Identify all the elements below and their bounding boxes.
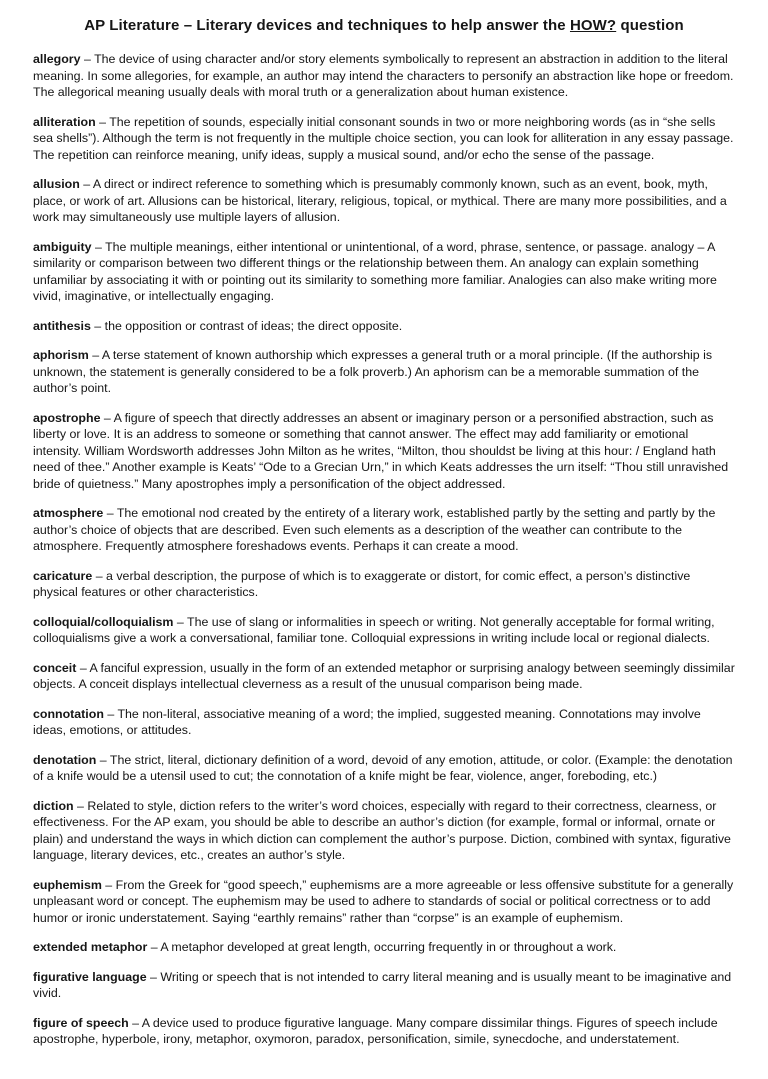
definition-entry (33, 114, 735, 164)
definition-entry (33, 752, 735, 785)
definition-entry (33, 239, 735, 305)
definition-text: Writing or speech that is not intended to carry literal meaning and is usually meant to be imaginative and vivid. (33, 969, 732, 1000)
term-label: atmosphere (33, 506, 104, 520)
term-label: connotation (33, 706, 104, 721)
definitions-list (33, 51, 735, 1048)
definition-entry (33, 798, 735, 864)
term-separator: – (173, 614, 188, 629)
term-separator: – (100, 410, 114, 425)
term-separator: – (79, 177, 93, 191)
definition-entry (33, 347, 735, 397)
term-separator: – (80, 52, 95, 66)
page-title (33, 17, 735, 34)
term-separator: – (96, 752, 110, 767)
term-separator: – (76, 660, 90, 675)
definition-text: The strict, literal, dictionary definition of a word, devoid of any emotion, attitude, or color. (Example: the denotation of a knife would be a utensil used to cut; the connotation of a knife might be fear, violence, anger, foreboding, etc.) (33, 752, 733, 783)
term-separator: – (92, 568, 107, 583)
definition-entry (33, 969, 735, 1002)
definition-text: The emotional nod created by the entirety of a literary work, established partly by the setting and partly by the author’s choice of objects that are described. Even such elements as a description of the weather can contribute to the atmosphere. Frequently atmosphere foreshadows events. Perhaps it can create a mood. (33, 506, 716, 553)
definition-text: From the Greek for “good speech,” euphemisms are a more agreeable or less offensive substitute for a generally unpleasant word or concept. The euphemism may be used to adhere to standards of social or political correctness or to add humor or ironic understatement. Saying “earthly remains” rather than “corpse” is an example of euphemism. (33, 877, 734, 925)
term-label: figurative language (33, 969, 147, 984)
definition-text: A device used to produce figurative language. Many compare dissimilar things. Figures of speech include apostrophe, hyperbole, irony, metaphor, oxymoron, paradox, personification, simile, synecdoche, and understatement. (33, 1015, 718, 1046)
term-label: antithesis (33, 318, 91, 333)
term-separator: – (128, 1015, 142, 1030)
definition-text: Related to style, diction refers to the writer’s word choices, especially with regard to their correctness, clearness, or effectiveness. For the AP exam, you should be able to describe an author’s diction (for example, formal or informal, ornate or plain) and understand the ways in which diction can complement the author’s purpose. Diction, combined with syntax, figurative language, literary devices, etc., creates an author’s style. (33, 798, 731, 862)
term-separator: – (103, 506, 117, 520)
definition-entry (33, 568, 735, 601)
definition-entry (33, 51, 735, 101)
definition-text: A direct or indirect reference to something which is presumably commonly known, such as an event, book, myth, place, or work of art. Allusions can be historical, literary, religious, topical, or mythical. There are many more possibilities, and a work may simultaneously use multiple layers of allusion. (33, 177, 727, 224)
term-separator: – (73, 798, 88, 813)
definition-entry (33, 877, 735, 927)
term-label: denotation (33, 752, 97, 767)
term-separator: – (90, 318, 105, 333)
definition-text: The use of slang or informalities in speech or writing. Not generally acceptable for formal writing, colloquialisms give a work a conversational, familiar tone. Colloquial expressions in writing include local or regional dialects. (33, 614, 715, 645)
title-suffix: question (616, 17, 684, 34)
definition-text: The device of using character and/or story elements symbolically to represent an abstraction in addition to the literal meaning. In some allegories, for example, an author may intend the characters to personify an abstraction like hope or freedom. The allegorical meaning usually deals with moral truth or a generalization about human existence. (33, 52, 734, 99)
title-prefix: AP Literature – Literary devices and techniques to help answer the (84, 17, 570, 34)
term-label: figure of speech (33, 1015, 129, 1030)
definition-text: The multiple meanings, either intentional or unintentional, of a word, phrase, sentence, or passage. analogy – A similarity or comparison between two different things or the relationship between them. An analogy can explain something unfamiliar by associating it with or pointing out its similarity to something more familiar. Analogies can also make writing more vivid, imaginative, or intellectually engaging. (33, 239, 717, 303)
term-label: ambiguity (33, 239, 92, 254)
definition-entry (33, 706, 735, 739)
definition-entry (33, 318, 735, 335)
term-separator: – (91, 239, 106, 254)
term-separator: – (95, 114, 110, 129)
definition-text: The repetition of sounds, especially initial consonant sounds in two or more neighboring words (as in “she sells sea shells”). Although the term is not frequently in the multiple choice section, you can look for alliteration in any essay passage. The repetition can reinforce meaning, unify ideas, supply a musical sound, and/or echo the sense of the passage. (33, 114, 734, 162)
term-label: allusion (33, 177, 80, 191)
term-label: caricature (33, 568, 93, 583)
definition-entry (33, 1015, 735, 1048)
definition-text: a verbal description, the purpose of which is to exaggerate or distort, for comic effect, a person’s distinctive physical features or other characteristics. (33, 568, 691, 599)
definition-entry (33, 410, 735, 493)
term-label: diction (33, 798, 74, 813)
term-label: allegory (33, 52, 81, 66)
term-label: aphorism (33, 348, 89, 362)
term-label: extended metaphor (33, 940, 148, 954)
definition-entry (33, 939, 735, 956)
definition-entry (33, 660, 735, 693)
definition-text: A figure of speech that directly addresses an absent or imaginary person or a personified abstraction, such as liberty or love. It is an address to someone or something that cannot answer. The effect may add familiarity or emotional intensity. William Wordsworth addresses John Milton as he writes, “Milton, thou shouldst be living at this hour: / England hath need of thee.” Another example is Keats’ “Ode to a Grecian Urn,” in which Keats addresses the urn itself: “Thou still unravished bride of quietness.” Many apostrophes imply a personification of the object addressed. (33, 410, 729, 491)
definition-entry (33, 505, 735, 555)
definition-text: A metaphor developed at great length, occurring frequently in or throughout a work. (160, 940, 617, 954)
definition-entry (33, 614, 735, 647)
term-label: euphemism (33, 877, 102, 892)
term-separator: – (88, 348, 102, 362)
term-label: apostrophe (33, 410, 101, 425)
definition-text: A fanciful expression, usually in the form of an extended metaphor or surprising analogy between seemingly dissimilar objects. A conceit displays intellectual cleverness as a result of the unusual comparison being made. (33, 660, 735, 691)
definition-text: The non-literal, associative meaning of a word; the implied, suggested meaning. Connotations may involve ideas, emotions, or attitudes. (33, 706, 701, 737)
term-label: conceit (33, 660, 77, 675)
definition-text: A terse statement of known authorship which expresses a general truth or a moral principle. (If the authorship is unknown, the statement is generally considered to be a folk proverb.) An aphorism can be a memorable summation of the author’s point. (33, 348, 713, 395)
term-separator: – (147, 940, 161, 954)
term-separator: – (101, 877, 116, 892)
term-separator: – (103, 706, 118, 721)
title-emphasis: HOW? (569, 17, 617, 34)
definition-text: the opposition or contrast of ideas; the direct opposite. (104, 318, 403, 333)
term-label: alliteration (33, 114, 96, 129)
term-separator: – (146, 969, 161, 984)
definition-entry (33, 176, 735, 226)
term-label: colloquial/colloquialism (33, 614, 174, 629)
